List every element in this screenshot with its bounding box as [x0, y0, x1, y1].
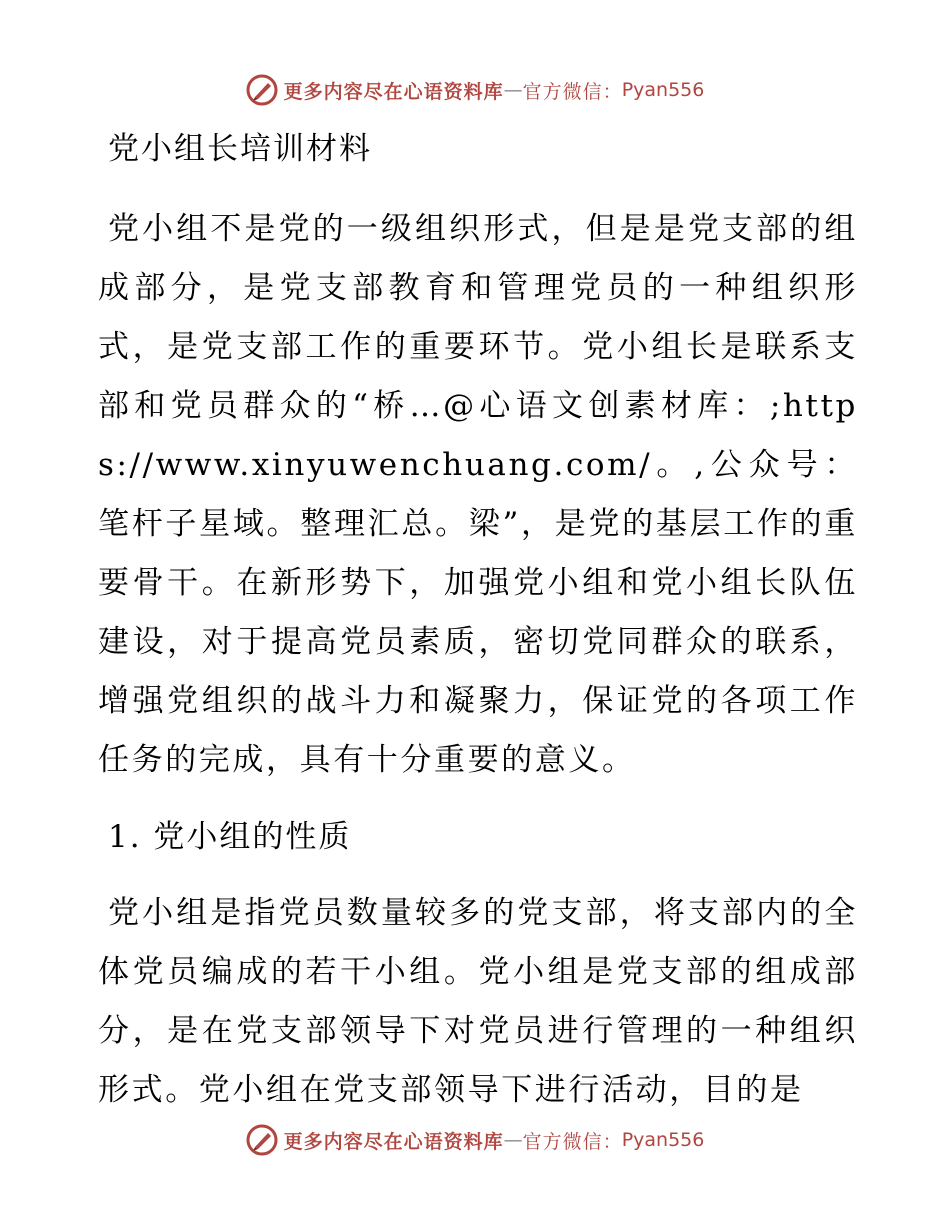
- watermark-official-label: 官方微信: [522, 1130, 603, 1153]
- watermark-wechat-id: Pyan556: [621, 1129, 705, 1151]
- document-body: [98, 124, 858, 1120]
- watermark-brand: 更多内容尽在心语资料库: [283, 80, 504, 103]
- document-title: 党小组长培训材料: [108, 131, 372, 167]
- watermark-brand: 更多内容尽在心语资料库: [283, 1130, 504, 1153]
- watermark-colon: ：: [602, 80, 622, 103]
- watermark-separator: —: [503, 1129, 523, 1151]
- watermark-wechat-id: Pyan556: [621, 79, 705, 101]
- watermark-colon: ：: [602, 1130, 622, 1153]
- watermark-banner-bottom: [0, 1122, 950, 1158]
- watermark-official-label: 官方微信: [522, 80, 603, 103]
- watermark-separator: —: [503, 79, 523, 101]
- section-1-heading: 1. 党小组的性质: [108, 819, 352, 855]
- paragraph-2: 党小组是指党员数量较多的党支部，将支部内的全体党员编成的若干小组。党小组是党支部的组成部分，是在党支部领导下对党员进行管理的一种组织形式。党小组在党支部领导下进行活动，目的是: [98, 895, 858, 1108]
- watermark-banner-top: [0, 72, 950, 108]
- pen-logo-icon: [246, 74, 278, 106]
- paragraph-1: 党小组不是党的一级组织形式，但是是党支部的组成部分，是党支部教育和管理党员的一种组织形式，是党支部工作的重要环节。党小组长是联系支部和党员群众的“桥…@心语文创素材库：;https://www.xinyuwenchuang.com/。,公众号：笔杆子星域。整理汇总。梁”，是党的基层工作的重要骨干。在新形势下，加强党小组和党小组长队伍建设，对于提高党员素质，密切党同群众的联系，增强党组织的战斗力和凝聚力，保证党的各项工作任务的完成，具有十分重要的意义。: [98, 211, 858, 778]
- pen-logo-icon: [246, 1124, 278, 1156]
